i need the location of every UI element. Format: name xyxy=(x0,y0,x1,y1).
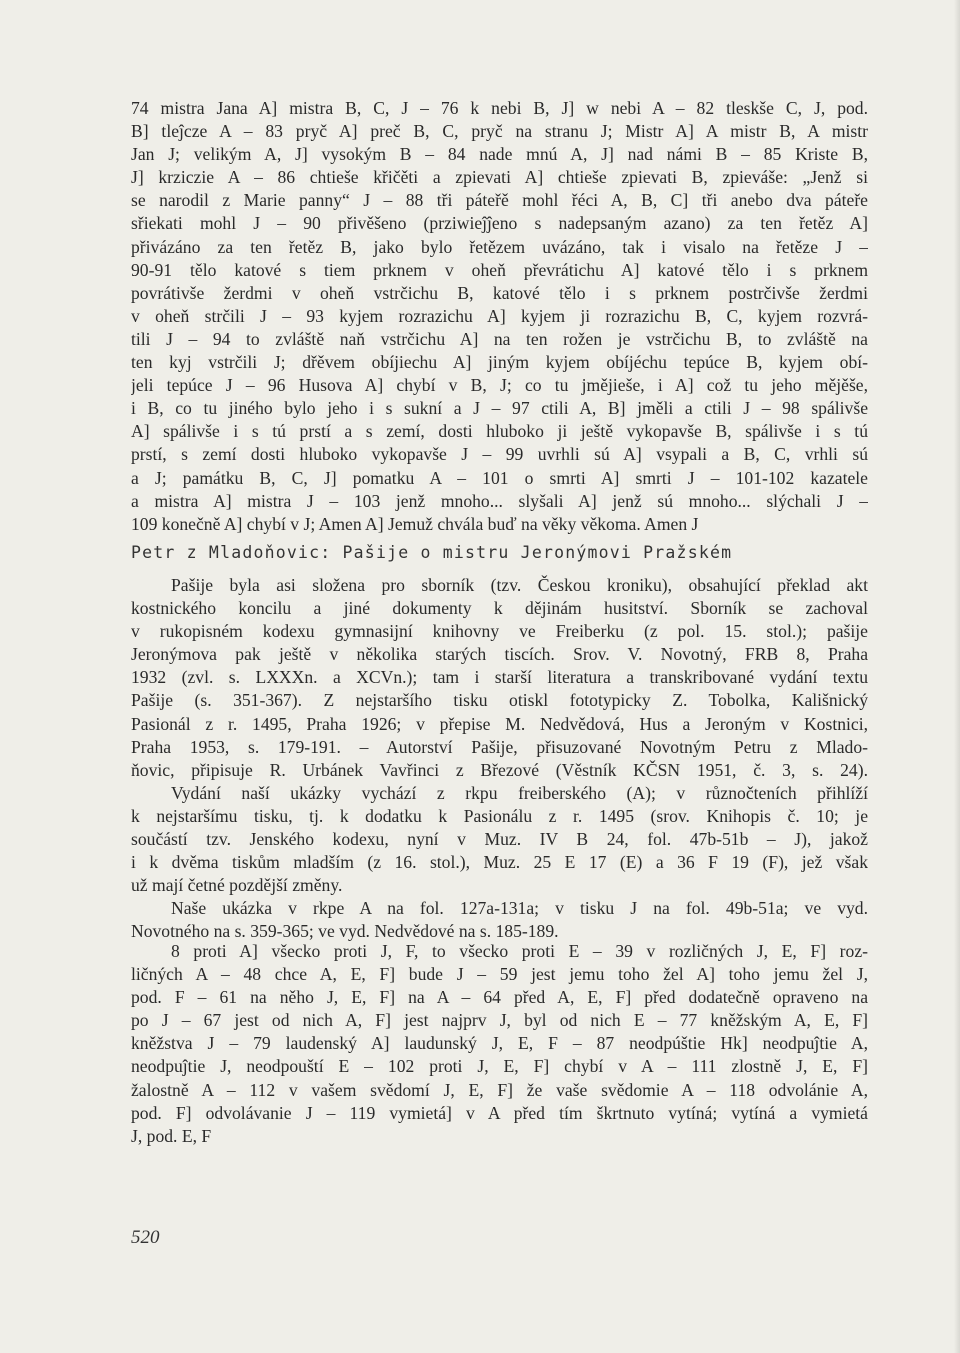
text-line: A] spálivše i s tú prstí a s zemí, dosti hluboko ji ještě vykopavše B, spálivše i s tú xyxy=(131,421,868,442)
introduction-block xyxy=(131,574,868,944)
text-line: Pašije byla asi složena pro sborník (tzv. Českou kroniku), obsahující překlad akt xyxy=(171,575,868,595)
text-line: Novotného na s. 359-365; ve vyd. Nedvědové na s. 185-189. xyxy=(131,921,559,942)
text-line: Jan J; velikým A, J] vysokým B – 84 nade mnú A, J] nad námi B – 85 Kriste B, xyxy=(131,144,868,165)
text-line: a J; památku B, C, J] pomatku A – 101 o smrti A] smrti J – 101-102 kazatele xyxy=(131,467,868,488)
text-line: jeli tepúce J – 96 Husova A] chybí v B, J; co tu jmějieše, i A] což tu jeho mějěše, xyxy=(131,375,868,396)
text-line: prstí, s zemí dosti hluboko vykopavše J – 99 uvrhli sú A] vsypali a B, C, vrhli sú xyxy=(131,444,868,465)
section-heading: Petr z Mladoňovic: Pašije o mistru Jeronýmovi Pražském xyxy=(131,543,733,562)
text-line: pod. F – 61 na něho J, E, F] na A – 64 před A, E, F] před dodatečně opraveno na xyxy=(131,987,868,1008)
text-line: neodpuĵtie J, neodpouští E – 102 proti J, E, F] chybí v A – 111 zlostně J, E, F] xyxy=(131,1056,868,1077)
text-line: součástí tzv. Jenského kodexu, nyní v Muz. IV B 24, fol. 47b-51b – J), jakož xyxy=(131,829,868,850)
text-line: kostnického koncilu a jiné dokumenty k dějinám husitství. Sborník se zachoval xyxy=(131,598,868,619)
text-line: se narodil z Marie panny“ J – 88 tři páteřě mohl řéci A, B, C] tři anebo dva páteře xyxy=(131,190,868,211)
text-line: sřiekati mohl J – 90 přivěšeno (prziwieĵĵeno s nadepsaným azano) za ten řetěz A] xyxy=(131,213,868,234)
text-line: Pašije (s. 351-367). Z nejstaršího tisku otiskl fototypicky Z. Tobolka, Kališnický xyxy=(131,690,868,711)
text-line: Praha 1953, s. 179-191. – Autorství Pašije, přisuzované Novotným Petru z Mlado- xyxy=(131,736,868,757)
text-line: v oheň strčili J – 93 kyjem rozrazichu A] kyjem ji rozrazichu B, C, kyjem rozvrá- xyxy=(131,305,868,326)
page-number: 520 xyxy=(131,1227,160,1248)
text-line: B] tleĵcze A – 83 pryč A] preč B, C, pryč na stranu J; Mistr A] A mistr B, A mistr xyxy=(131,121,868,142)
text-line: 1932 (zvl. s. LXXXn. a XCVn.); tam i starší literatura a transkribované vydání textu xyxy=(131,667,868,688)
text-line: i k dvěma tiskům mladším (z 16. stol.), Muz. 25 E 17 (E) a 36 F 19 (F), jež však xyxy=(131,852,868,873)
page-edge-shadow xyxy=(954,0,960,1353)
text-line: ňovic, připisuje R. Urbánek Vavřinci z Březové (Věstník KČSN 1951, č. 3, s. 24). xyxy=(131,759,868,780)
text-line: i B, co tu jiného bylo jeho i s sukní a J – 97 ctili A, B] jměli a ctili J – 98 spálivše xyxy=(131,398,868,419)
text-line: ten kyj vstrčili J; dřěvem obíjiechu A] jiným kyjem obíjéchu tepúce B, kyjem obí- xyxy=(131,352,868,373)
text-line: přivázáno za ten řetěz B, jako bylo řetězem uvázáno, tak i visalo na řetěze J – xyxy=(131,236,868,257)
text-line: Pasionál z r. 1495, Praha 1926; v přepise M. Nedvědová, Hus a Jeroným v Kostnici, xyxy=(131,713,868,734)
text-line: žalostně A – 112 v vašem svědomí J, E, F] že vaše svědomie A – 118 odvolánie A, xyxy=(131,1079,868,1100)
text-line: J, pod. E, F xyxy=(131,1125,212,1146)
text-line: pod. F] odvolávanie J – 119 vymietá] v A před tím škrtnuto vytíná; vytíná a vymietá xyxy=(131,1102,868,1123)
text-line: 90-91 tělo katové s tiem prknem v oheň převrátichu A] katové tělo i s prknem xyxy=(131,259,868,280)
text-line: 109 konečně A] chybí v J; Amen A] Jemuž chvála buď na věky věkoma. Amen J xyxy=(131,513,699,534)
text-line: k nejstaršímu tisku, tj. k dodatku k Pasionálu z r. 1495 (srov. Knihopis č. 10; je xyxy=(131,805,868,826)
text-line: Naše ukázka v rkpe A na fol. 127a-131a; v tisku J na fol. 49b-51a; ve vyd. xyxy=(171,898,868,919)
text-line: ličných A – 48 chce A, E, F] bude J – 59 jest jemu toho žel A] toho jemu žel J, xyxy=(131,964,868,985)
text-line: 74 mistra Jana A] mistra B, C, J – 76 k nebi B, J] w nebi A – 82 tleskše C, J, pod. xyxy=(131,98,868,118)
text-line: 8 proti A] všecko proti J, F, to všecko proti E – 39 v rozličných J, E, F] roz- xyxy=(171,941,868,961)
apparatus-block-2 xyxy=(131,940,868,1148)
text-line: a mistra A] mistra J – 103 jenž mnoho... slyšali A] jenž sú mnoho... slýchali J – xyxy=(131,490,868,511)
text-line: v rukopisném kodexu gymnasijní knihovny ve Freiberku (z pol. 15. stol.); pašije xyxy=(131,621,868,642)
text-line: kněžstva J – 79 laudenský A] laudunský J, E, F – 87 neodpúštie Hk] neodpuĵtie A, xyxy=(131,1033,868,1054)
apparatus-block-1 xyxy=(131,97,868,536)
text-line: Vydání naší ukázky vychází z rkpu freiberského (A); v různočteních přihlíží xyxy=(171,782,868,803)
text-line: tili J – 94 to zvláště naň vstrčichu A] na ten rožen je vstrčichu B, to zvláště na xyxy=(131,328,868,349)
text-line: Jeronýmova pak ještě v několika starých tiscích. Srov. V. Novotný, FRB 8, Praha xyxy=(131,644,868,665)
text-line: J] krziczie A – 86 chtieše křičěti a zpievati A] chtieše zpievati B, zpieváše: „Jenž si xyxy=(131,167,868,188)
text-line: po J – 67 jest od nich A, F] jest najprv J, byl od nich E – 77 kněžským A, E, F] xyxy=(131,1010,868,1031)
text-line: už mají četné pozdější změny. xyxy=(131,875,343,896)
text-line: povrátivše žerdmi v oheň vstrčichu B, katové tělo i s prknem postrčivše žerdmi xyxy=(131,282,868,303)
